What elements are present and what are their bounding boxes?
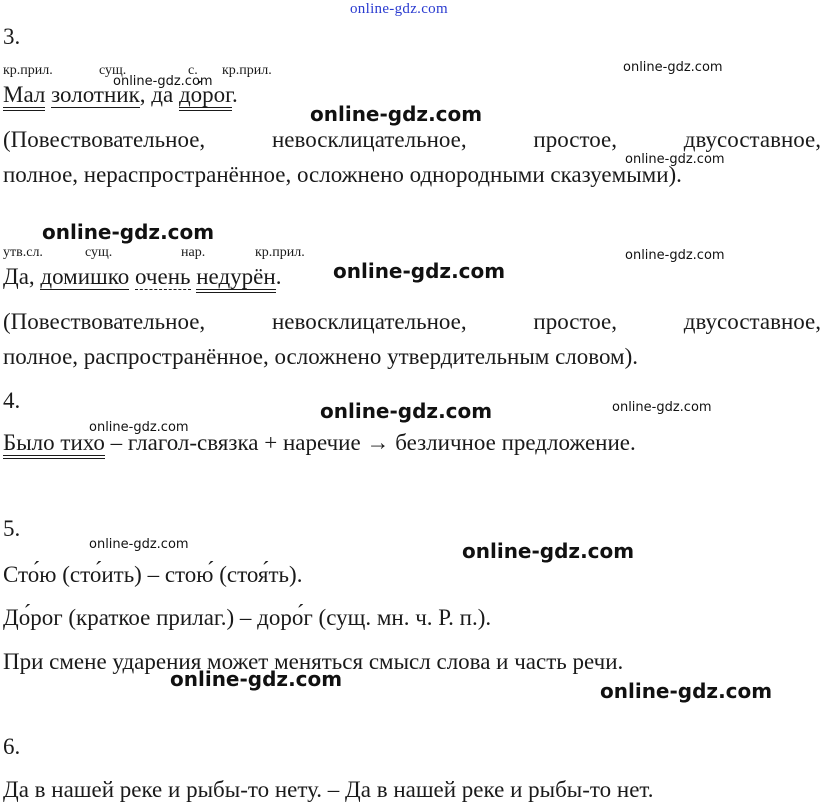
word-ochen: очень bbox=[135, 264, 191, 289]
label-nar: нар. bbox=[181, 245, 206, 260]
task-5-line-3: При смене ударения может меняться смысл слова и часть речи. bbox=[3, 649, 624, 674]
watermark: online-gdz.com bbox=[625, 152, 725, 167]
word-nedurion: недурён bbox=[196, 264, 275, 293]
watermark: online-gdz.com bbox=[310, 102, 483, 126]
description-2-line-1: (Повествовательное, невосклицательное, простое, двусоставное, bbox=[3, 309, 821, 334]
explanation-4: – глагол-связка + наречие → безличное предложение. bbox=[104, 430, 636, 455]
label-s: с. bbox=[188, 63, 198, 78]
watermark: online-gdz.com bbox=[612, 400, 712, 415]
description-1-line-1: (Повествовательное, невосклицательное, простое, двусоставное, bbox=[3, 127, 821, 152]
task-6-line-1: Да в нашей реке и рыбы-то нету. – Да в нашей реке и рыбы-то нет. bbox=[3, 777, 654, 802]
watermark: online-gdz.com bbox=[113, 74, 213, 89]
word-dorog: до́рог bbox=[179, 82, 232, 111]
word-domishko: домишко bbox=[40, 264, 130, 289]
task-5-line-1: Сто́ю (сто́ить) – стою́ (стоя́ть). bbox=[3, 562, 303, 587]
label-sushch-2: сущ. bbox=[85, 245, 113, 260]
word-bylo-tikho: Было тихо bbox=[3, 430, 105, 459]
watermark: online-gdz.com bbox=[625, 248, 725, 263]
watermark: online-gdz.com bbox=[320, 399, 493, 423]
word-da: , да bbox=[139, 82, 174, 107]
label-kr-pril-1: кр.прил. bbox=[3, 63, 53, 78]
task-number-3: 3. bbox=[3, 24, 21, 49]
task-number-4: 4. bbox=[3, 388, 21, 413]
watermark: online-gdz.com bbox=[600, 679, 773, 703]
watermark: online-gdz.com bbox=[42, 220, 215, 244]
label-utv-sl: утв.сл. bbox=[3, 245, 43, 260]
label-sushch-1: сущ. bbox=[99, 63, 127, 78]
task-number-5: 5. bbox=[3, 516, 21, 541]
word-da-2: Да bbox=[3, 264, 29, 289]
watermark: online-gdz.com bbox=[170, 667, 343, 691]
word-zolotnik: золотник bbox=[51, 82, 140, 107]
period-1: . bbox=[231, 82, 238, 107]
watermark-top: online-gdz.com bbox=[350, 1, 448, 17]
sentence-2 bbox=[3, 264, 281, 290]
watermark: online-gdz.com bbox=[89, 420, 189, 435]
task-5-line-2: До́рог (краткое прилаг.) – доро́г (сущ. мн. ч. Р. п.). bbox=[3, 605, 492, 630]
comma: , bbox=[28, 264, 41, 289]
label-kr-pril-3: кр.прил. bbox=[255, 245, 305, 260]
label-kr-pril-2: кр.прил. bbox=[222, 63, 272, 78]
watermark: online-gdz.com bbox=[333, 259, 506, 283]
watermark: online-gdz.com bbox=[89, 537, 189, 552]
period-2: . bbox=[275, 264, 282, 289]
watermark: online-gdz.com bbox=[462, 539, 635, 563]
watermark: online-gdz.com bbox=[623, 60, 723, 75]
description-2-line-2: полное, распространённое, осложнено утвердительным словом). bbox=[3, 344, 639, 369]
task-number-6: 6. bbox=[3, 734, 21, 759]
description-1-line-2: полное, нераспространённое, осложнено однородными сказуемыми). bbox=[3, 162, 682, 187]
word-mal: Мал bbox=[3, 82, 45, 111]
